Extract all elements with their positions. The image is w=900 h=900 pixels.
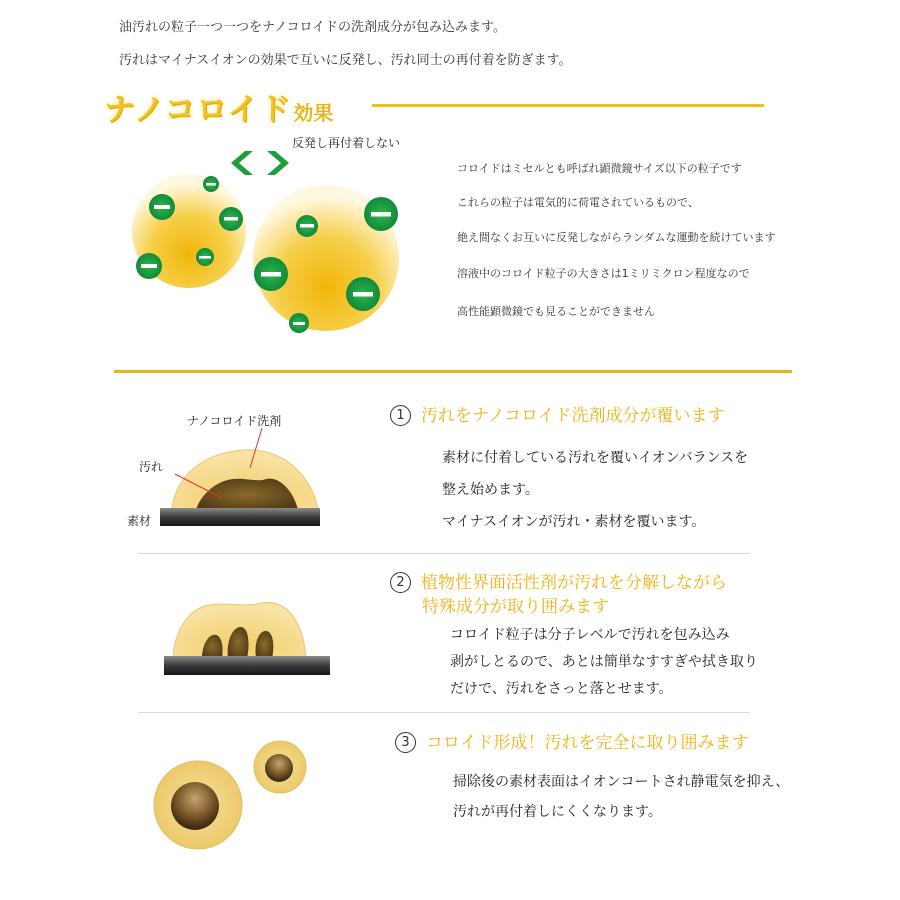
detergent-label: ナノコロイド洗剤 — [187, 414, 282, 428]
description-line-3: 絶え間なくお互いに反発しながらランダムな運動を続けています — [457, 231, 776, 244]
description-line-5: 高性能顕微鏡でも見ることができません — [457, 305, 655, 318]
dirt-label: 汚れ — [139, 460, 164, 474]
step-1-body-line-3: マイナスイオンが汚れ・素材を覆います。 — [442, 514, 706, 530]
step-1-body-line-2: 整え始めます。 — [442, 482, 539, 498]
step-1-number: 1 — [390, 405, 411, 426]
step-2-number: 2 — [390, 572, 411, 593]
description-line-2: これらの粒子は電気的に荷電されているもので、 — [457, 196, 699, 209]
material-label: 素材 — [127, 514, 152, 528]
step-2-body-line-3: だけで、汚れをさっと落とせます。 — [450, 681, 673, 697]
colloid-particle-large — [154, 761, 242, 849]
step-1-body-line-1: 素材に付着している汚れを覆いイオンバランスを — [442, 450, 749, 466]
section-title-sub: 効果 — [293, 101, 334, 125]
step-3-body-line-2: 汚れが再付着しにくくなります。 — [453, 804, 662, 820]
description-line-4: 溶液中のコロイド粒子の大きさは1ミリミクロン程度なので — [457, 267, 750, 280]
intro-line-1: 油汚れの粒子一つ一つをナノコロイドの洗剤成分が包み込みます。 — [119, 20, 507, 35]
step-3-body-line-1: 掃除後の素材表面はイオンコートされ静電気を抑え、 — [453, 774, 790, 790]
colloid-particle-small — [254, 741, 306, 793]
step-3-number: 3 — [395, 732, 416, 753]
intro-line-2: 汚れはマイナスイオンの効果で互いに反発し、汚れ同士の再付着を防ぎます。 — [119, 53, 572, 68]
step-3-title: コロイド形成！汚れを完全に取り囲みます — [426, 733, 749, 753]
description-line-1: コロイドはミセルとも呼ばれ顕微鏡サイズ以下の粒子です — [457, 162, 742, 175]
step-3-heading — [395, 728, 749, 753]
step-2-title-line-2: 特殊成分が取り囲みます — [422, 597, 609, 617]
step-1-title: 汚れをナノコロイド洗剤成分が覆います — [421, 406, 725, 426]
repel-label: 反発し再付着しない — [292, 136, 401, 150]
step-2-body-line-2: 剥がしとるので、あとは簡単なすすぎや拭き取り — [450, 654, 758, 670]
step-2-title: 植物性界面活性剤が汚れを分解しながら — [421, 573, 727, 593]
section-title-main: ナノコロイド — [104, 92, 292, 128]
step-2-body-line-1: コロイド粒子は分子レベルで汚れを包み込み — [450, 627, 730, 643]
